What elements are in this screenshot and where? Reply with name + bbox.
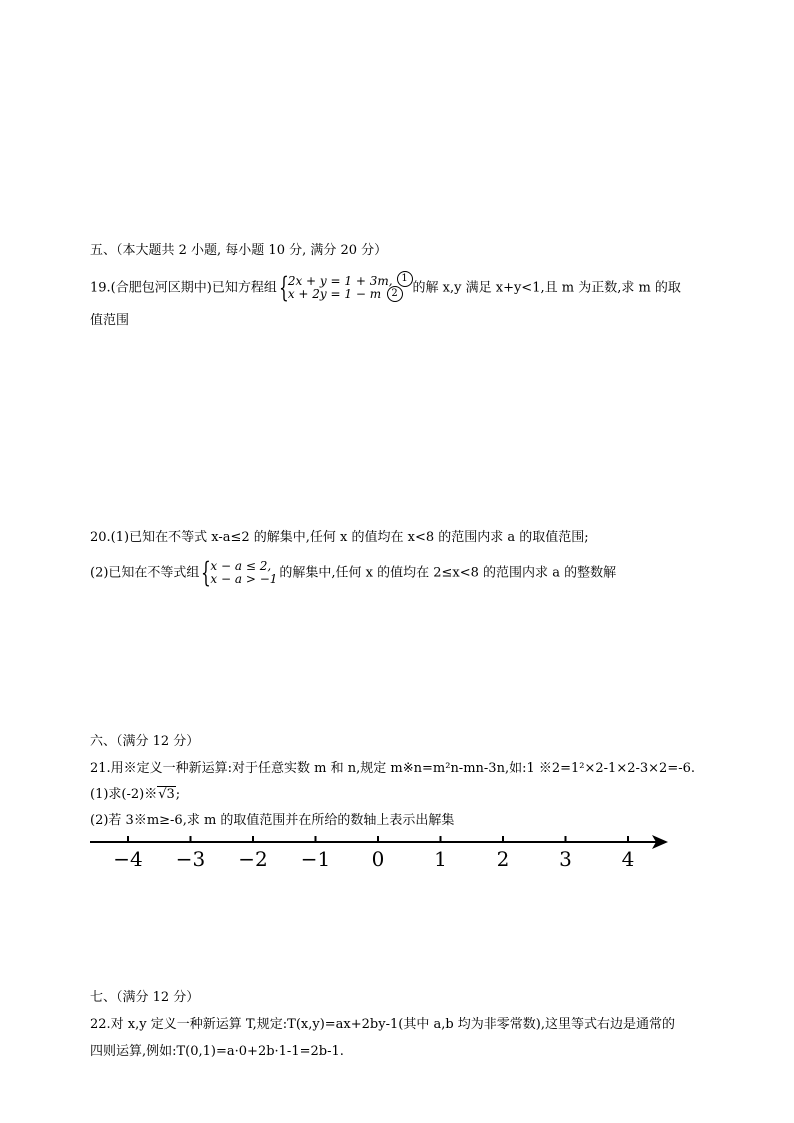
number-line-label: −4 [113,847,143,871]
question-20-part1: 20.(1)已知在不等式 x-a≤2 的解集中,任何 x 的值均在 x<8 的范围内求 a 的取值范围; [90,530,589,545]
q19-suffix: 的解 x,y 满足 x+y<1,且 m 为正数,求 m 的取 [412,280,681,296]
question-22-line1: 22.对 x,y 定义一种新运算 T,规定:T(x,y)=ax+2by-1(其中 a,b 均为非零常数),这里等式右边是通常的 [90,1017,675,1032]
q19-eq2: x + 2y = 1 − m [287,287,382,301]
section-5-header: 五、（本大题共 2 小题, 每小题 10 分, 满分 20 分） [90,243,388,258]
question-19-line1 [90,271,681,304]
number-line-label: −1 [300,847,331,871]
q21-part1-suffix: ; [175,787,181,802]
question-21-part1 [90,786,180,804]
q20-part2-suffix: 的解集中,任何 x 的值均在 2≤x<8 的范围内求 a 的整数解 [279,565,617,581]
q19-mark-1: 1 [397,271,413,287]
section-7-header: 七、（满分 12 分） [90,990,200,1005]
question-21-part2: (2)若 3※m≥-6,求 m 的取值范围并在所给的数轴上表示出解集 [90,813,455,828]
question-21-line1: 21.用※定义一种新运算:对于任意实数 m 和 n,规定 m※n=m²n-mn-3n,如:1 ※2=1²×2-1×2-3×2=-6. [90,761,696,776]
q21-sqrt3: √3 [158,787,175,802]
number-line-label: 3 [559,847,572,871]
number-line-label: −2 [238,847,268,871]
q19-prefix: 19.(合肥包河区期中)已知方程组 [90,280,277,296]
question-19-line2: 值范围 [90,313,130,328]
number-line-label: 0 [371,847,385,871]
number-line-label: 1 [434,847,447,871]
q20-eq2: x − a > −1 [210,572,278,586]
section-6-header: 六、（满分 12 分） [90,734,200,749]
q20-inequality-system: { x − a ≤ 2, x − a > −1 [201,556,278,589]
q20-part2-prefix: (2)已知在不等式组 [90,565,200,581]
q21-part1-prefix: (1)求(-2)※ [90,787,158,802]
q19-equation-system: { 2x + y = 1 + 3m, x + 2y = 1 − m [278,271,393,304]
q19-eq1: 2x + y = 1 + 3m, [287,274,393,288]
number-line-label: 2 [496,847,510,871]
question-22-line2: 四则运算,例如:T(0,1)=a·0+2b·1-1=2b-1. [90,1044,344,1059]
question-20-part2 [90,556,617,589]
number-line [90,830,675,880]
number-line-label: 4 [621,847,635,871]
number-line-label: −3 [175,847,206,871]
q19-mark-2: 2 [387,286,403,302]
q20-eq1: x − a ≤ 2, [210,559,272,573]
